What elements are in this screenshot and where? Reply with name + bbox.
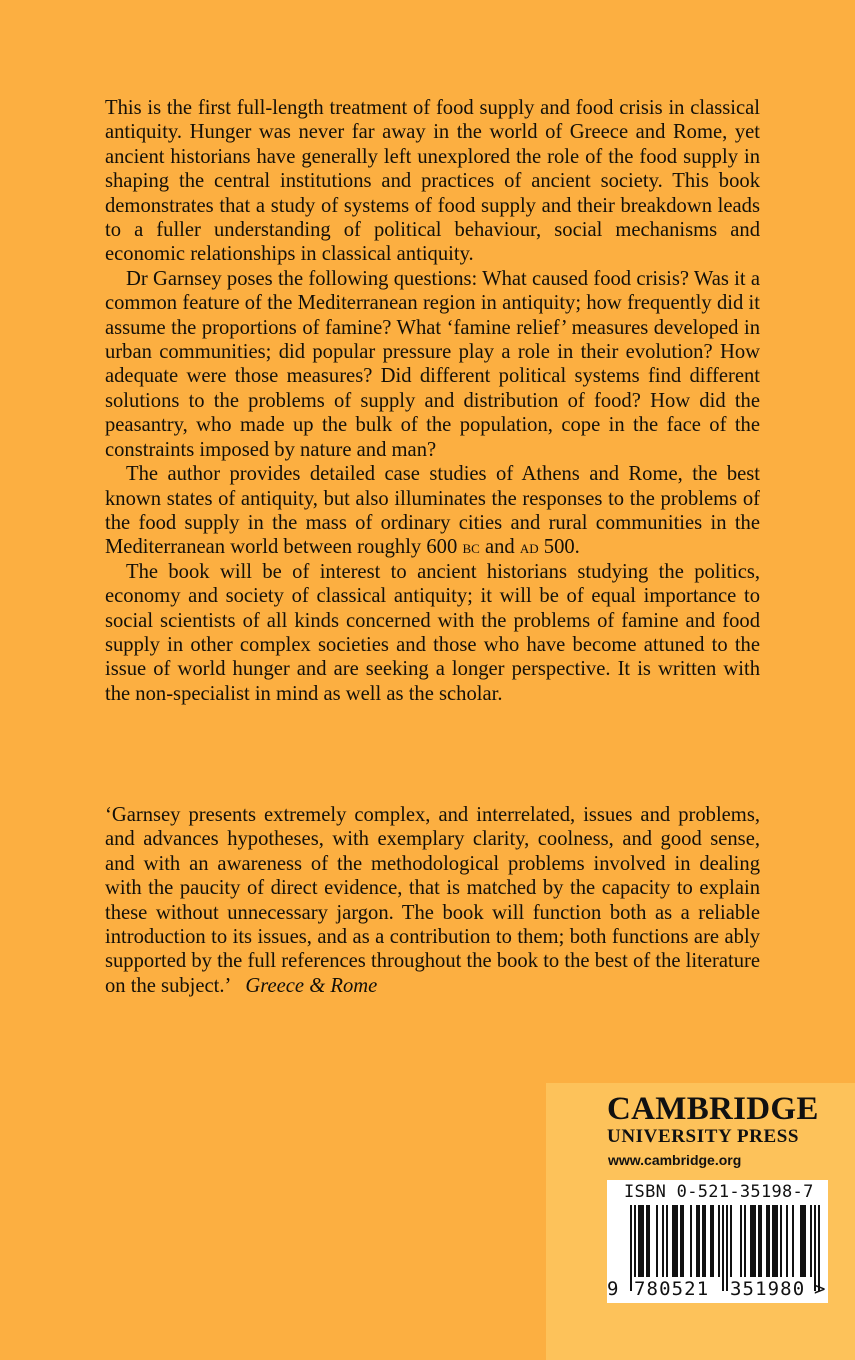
barcode-bar — [722, 1205, 724, 1291]
review-source: Greece & Rome — [245, 974, 378, 997]
barcode-left-digits: 780521 — [634, 1278, 710, 1300]
barcode-bar — [680, 1205, 682, 1277]
barcode-bar — [804, 1205, 806, 1277]
barcode-bar — [672, 1205, 674, 1277]
barcode-bar — [760, 1205, 762, 1277]
isbn-label: ISBN 0-521-35198-7 — [624, 1182, 814, 1202]
era-year: 500. — [543, 536, 580, 559]
era-and: and — [484, 536, 515, 559]
barcode-bar — [780, 1205, 782, 1277]
barcode-bar — [718, 1205, 720, 1277]
barcode-bar — [690, 1205, 692, 1277]
review-quote-text: ‘Garnsey presents extremely complex, and interrelated, issues and problems, and advances hypotheses, with exemplary clarity, coolness, and good sense, and with an awareness of the methodological problems involved in dealing with the paucity of direct evidence, that is matched by the capacity to explain these without unnecessary jargon. The book will function both as a reliable introduction to its issues, and as a contribution to them; both functions are ably supported by the full references throughout the book to the best of the literature on the subject.’ — [105, 804, 760, 997]
barcode-lead-digit: 9 — [607, 1278, 619, 1300]
blurb — [105, 96, 760, 706]
barcode-bar — [802, 1205, 804, 1277]
publisher-url: www.cambridge.org — [608, 1152, 742, 1168]
barcode-bar — [768, 1205, 770, 1277]
blurb-paragraph-2: Dr Garnsey poses the following questions: What caused food crisis? Was it a common feature of the Mediterranean region in antiquity; how frequently did it assume the proportions of famine? What ‘famine relief’ measures developed in urban communities; did popular pressure play a role in their evolution? How adequate were those measures? Did different political systems find different solutions to the problems of supply and distribution of food? How did the peasantry, who made up the bulk of the population, cope in the face of the constraints imposed by nature and man? — [105, 267, 760, 461]
barcode-bar — [740, 1205, 742, 1277]
barcode-bar — [786, 1205, 788, 1277]
barcode-bar — [750, 1205, 752, 1277]
blurb-paragraph-1: This is the first full-length treatment of food supply and food crisis in classical antiquity. Hunger was never far away in the world of Greece and Rome, yet ancient historians have generally left unexplored the role of the food supply in shaping the central institutions and practices of ancient society. This book demonstrates that a study of systems of food supply and their breakdown leads to a fuller understanding of political behaviour, social mechanisms and economic relationships in classical antiquity. — [105, 97, 760, 266]
barcode-bar — [676, 1205, 678, 1277]
barcode-right-digits: 351980 — [730, 1278, 806, 1300]
barcode-bar — [710, 1205, 712, 1277]
barcode-bar — [646, 1205, 648, 1277]
barcode-bar — [772, 1205, 774, 1277]
publisher-name: CAMBRIDGE — [607, 1091, 819, 1127]
barcode-bar — [766, 1205, 768, 1277]
blurb-paragraph-3 — [105, 462, 760, 560]
barcode-bar — [754, 1205, 756, 1277]
barcode-bar — [666, 1205, 668, 1277]
barcode-bar — [800, 1205, 802, 1277]
barcode-bar — [744, 1205, 746, 1277]
blurb-paragraph-4: The book will be of interest to ancient historians studying the politics, economy and society of classical antiquity; it will be of equal importance to social scientists of all kinds concerned with the problems of famine and food supply in other complex societies and those who have become attuned to the issue of world hunger and are seeking a longer perspective. It is written with the non-specialist in mind as well as the scholar. — [105, 560, 760, 705]
barcode-bar — [648, 1205, 650, 1277]
barcode-bar — [730, 1205, 732, 1277]
barcode-bar — [792, 1205, 794, 1277]
barcode-bar — [810, 1205, 812, 1277]
era-bc: bc — [462, 537, 480, 558]
barcode-bar — [642, 1205, 644, 1277]
barcode-bar — [698, 1205, 700, 1277]
barcode-bar — [656, 1205, 658, 1277]
barcode-bar — [638, 1205, 640, 1277]
barcode-bar — [640, 1205, 642, 1277]
barcode-bar — [674, 1205, 676, 1277]
barcode-bar — [682, 1205, 684, 1277]
publisher-subname: UNIVERSITY PRESS — [607, 1126, 800, 1147]
barcode-bar — [752, 1205, 754, 1277]
barcode-bar — [776, 1205, 778, 1277]
barcode-bar — [726, 1205, 728, 1291]
blurb-paragraph-3-text: The author provides detailed case studies of Athens and Rome, the best known states of antiquity, but also illuminates the responses to the problems of the food supply in the mass of ordinary cities and rural communities in the Mediterranean world between roughly 600 — [105, 463, 760, 559]
barcode-bar — [712, 1205, 714, 1277]
barcode-bar — [696, 1205, 698, 1277]
barcode-quiet-mark: > — [814, 1278, 826, 1300]
review-quote — [105, 803, 760, 998]
barcode-bar — [630, 1205, 632, 1291]
barcode-bar — [704, 1205, 706, 1277]
barcode-bar — [774, 1205, 776, 1277]
barcode-bar — [662, 1205, 664, 1277]
barcode-bar — [702, 1205, 704, 1277]
era-ad: ad — [519, 537, 539, 558]
barcode-bar — [758, 1205, 760, 1277]
